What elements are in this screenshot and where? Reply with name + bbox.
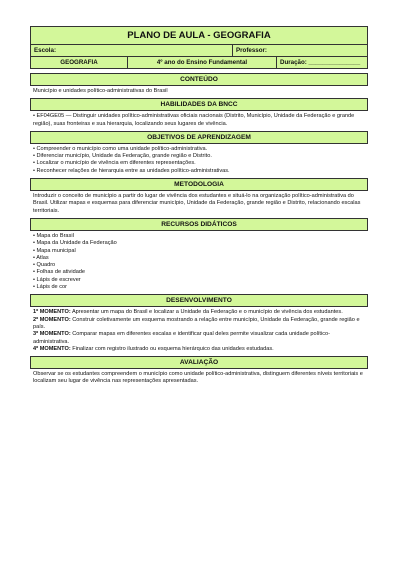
evaluation-heading: AVALIAÇÃO (30, 356, 368, 369)
moment-label: 1º MOMENTO: (33, 309, 71, 316)
methodology-body (30, 191, 368, 218)
moment-text: Finalizar com registro ilustrado ou esquema hierárquico das unidades estudadas. (72, 345, 274, 352)
objectives-body (30, 144, 368, 178)
list-item: • Lápis de escrever (33, 277, 366, 284)
teacher-field: Professor: (236, 47, 267, 54)
development-heading: DESENVOLVIMENTO (30, 294, 368, 307)
moment-label: 2º MOMENTO: (33, 316, 71, 323)
list-item: • Diferenciar município, Unidade da Federação, grande região e Distrito. (33, 153, 366, 160)
skills-heading: HABILIDADES DA BNCC (30, 98, 368, 111)
duration-cell: Duração: _______________ (280, 59, 361, 66)
moment-text: Comparar mapas em diferentes escalas e identificar qual deles permite visualizar cada unidade político-administrativa. (33, 331, 331, 345)
evaluation-text: Observar se os estudantes compreendem o município como unidade político-administrativa, distinguem diferentes níveis territoriais e localizam seu lugar de vivência nas representações apresentadas. (33, 371, 363, 385)
resources-heading: RECURSOS DIDÁTICOS (30, 218, 368, 231)
lesson-plan-sheet (30, 26, 368, 389)
school-field: Escola: (31, 45, 233, 56)
grade-cell: 4º ano do Ensino Fundamental (128, 57, 277, 68)
content-heading: CONTEÚDO (30, 73, 368, 86)
resources-body (30, 231, 368, 294)
resources-list (33, 233, 366, 291)
objectives-list (33, 146, 366, 175)
list-item: • Localizar o município de vivência em diferentes representações. (33, 160, 366, 167)
moment-3 (33, 331, 366, 346)
content-body (30, 86, 368, 98)
moment-label: 3º MOMENTO: (33, 331, 71, 338)
content-text: Município e unidades político-administrativas do Brasil (33, 88, 168, 94)
school-row (30, 45, 368, 57)
moment-text: Apresentar um mapa do Brasil e localizar a Unidade da Federação e o município de vivência dos estudantes. (71, 309, 343, 316)
objectives-heading: OBJETIVOS DE APRENDIZAGEM (30, 131, 368, 144)
development-body (30, 307, 368, 356)
methodology-text: Introduzir o conceito de município a partir do lugar de vivência dos estudantes e situá-lo na organização político-administrativa do Brasil. Utilizar mapas e esquemas para diferenciar município, Unidade da Federação, grande região e Distrito, relacionando escalas territoriais. (33, 193, 361, 214)
info-row (30, 57, 368, 69)
list-item: • Mapa do Brasil (33, 233, 366, 240)
list-item: • Reconhecer relações de hierarquia entre as unidades político-administrativas. (33, 168, 366, 175)
moment-text: Construir coletivamente um esquema mostrando a relação entre município, Unidade da Federação, grande região e país. (33, 316, 360, 330)
list-item: • Folhas de atividade (33, 269, 366, 276)
page-title: PLANO DE AULA - GEOGRAFIA (30, 26, 368, 45)
list-item: • Mapa da Unidade da Federação (33, 240, 366, 247)
subject-cell: GEOGRAFIA (31, 57, 128, 68)
moment-4 (33, 346, 366, 353)
evaluation-body (30, 369, 368, 389)
list-item: • Quadro (33, 262, 366, 269)
moment-1 (33, 309, 366, 316)
skills-text: • EF04GE05 — Distinguir unidades político-administrativas oficiais nacionais (Distrito, Município, Unidade da Federação e grande região), suas fronteiras e sua hierarquia, localizando seus lugares de vivência. (33, 113, 355, 127)
list-item: • Mapa municipal (33, 248, 366, 255)
list-item: • Lápis de cor (33, 284, 366, 291)
methodology-heading: METODOLOGIA (30, 178, 368, 191)
list-item: • Atlas (33, 255, 366, 262)
moment-label: 4º MOMENTO: (33, 345, 71, 352)
list-item: • Compreender o município como uma unidade político-administrativa. (33, 146, 366, 153)
skills-body (30, 111, 368, 131)
moment-2 (33, 317, 366, 332)
